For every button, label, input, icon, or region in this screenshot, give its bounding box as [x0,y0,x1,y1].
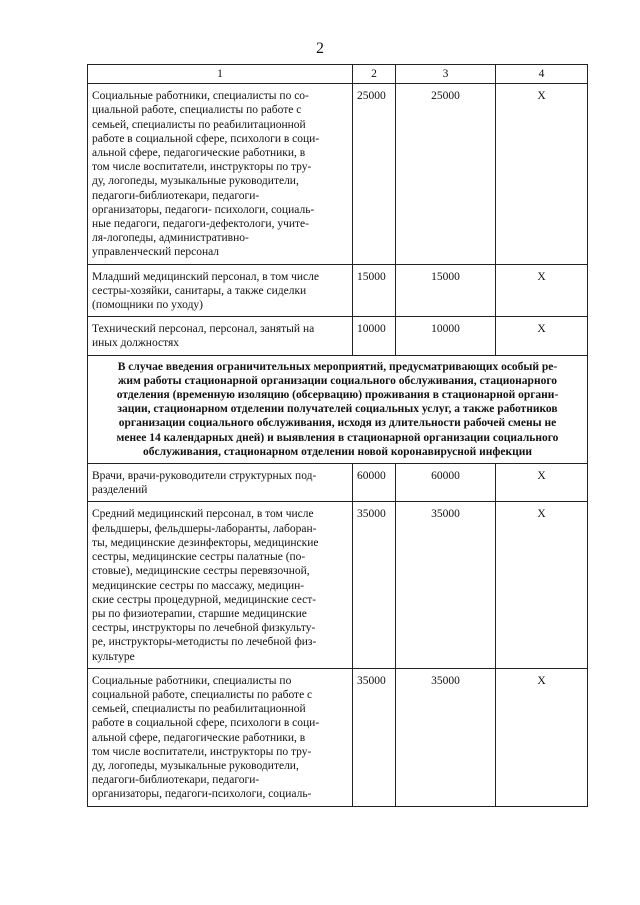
mark-col4: X [496,264,588,317]
section-heading: В случае введения ограничительных мероприятий, предусматривающих особый ре- жим работы стационарной организации социального обслуживания, стационарного отделения (временную изоляцию (обсервацию) проживания в стационарной органи- зации, стационарном отделении получателей социальных услуг, а также работников организации социального обслуживания, исходя из длительности рабочей смены не менее 14 календарных дней) и выявления в стационарной организации социального обслуживания, стационарном отделении новой коронавирусной инфекции [88,355,588,463]
section-heading-row [88,355,588,463]
amount-col2: 35000 [353,668,396,806]
amount-col2: 35000 [353,502,396,668]
mark-col4: X [496,502,588,668]
mark-col4: X [496,464,588,502]
position-description: Младший медицинский персонал, в том числе сестры-хозяйки, санитары, а также сиделки (помощники по уходу) [88,264,353,317]
amount-col3: 35000 [396,502,496,668]
table-row [88,264,588,317]
amount-col2: 15000 [353,264,396,317]
position-description: Социальные работники, специалисты по со- циальной работе, специалисты по работе с семьей, специалисты по реабилитационной работе в социальной сфере, психологи в соци- альной сфере, педагогические работники, в том числе воспитатели, инструкторы по тру- ду, логопеды, музыкальные руководители, педагоги-библиотекари, педагоги- организаторы, педагоги- психологи, социаль- ные педагоги, педагоги-дефектологи, учите- ля-логопеды, административно- управленческий персонал [88,84,353,264]
table-row [88,668,588,806]
position-description: Средний медицинский персонал, в том числе фельдшеры, фельдшеры-лаборанты, лаборан- ты, медицинские дезинфекторы, медицинские сестры, медицинские сестры палатные (по- стовые), медицинские сестры перевязочной, медицинские сестры по массажу, медицин- ские сестры процедурной, медицинские сест- ры по физиотерапии, старшие медицинские сестры, инструкторы по лечебной физкульту- ре, инструкторы-методисты по лечебной физ- культуре [88,502,353,668]
position-description: Социальные работники, специалисты по социальной работе, специалисты по работе с семьей, специалисты по реабилитационной работе в социальной сфере, психологи в соци- альной сфере, педагогические работники, в том числе воспитатели, инструкторы по тру- ду, логопеды, музыкальные руководители, педагоги-библиотекари, педагоги- организаторы, педагоги-психологи, социаль- [88,668,353,806]
position-description: Врачи, врачи-руководители структурных под- разделений [88,464,353,502]
amount-col3: 60000 [396,464,496,502]
table-header-row [88,65,588,84]
mark-col4: X [496,84,588,264]
amount-col3: 15000 [396,264,496,317]
amount-col2: 10000 [353,317,396,355]
header-cell-3: 3 [396,65,496,84]
amount-col3: 10000 [396,317,496,355]
amount-col2: 25000 [353,84,396,264]
amount-col3: 25000 [396,84,496,264]
mark-col4: X [496,668,588,806]
page-number: 2 [316,40,324,57]
mark-col4: X [496,317,588,355]
amount-col3: 35000 [396,668,496,806]
table-row [88,464,588,502]
position-description: Технический персонал, персонал, занятый на иных должностях [88,317,353,355]
header-cell-2: 2 [353,65,396,84]
header-cell-4: 4 [496,65,588,84]
table-row [88,317,588,355]
header-cell-1: 1 [88,65,353,84]
table-row [88,84,588,264]
table-row [88,502,588,668]
amount-col2: 60000 [353,464,396,502]
payments-table [87,64,588,807]
